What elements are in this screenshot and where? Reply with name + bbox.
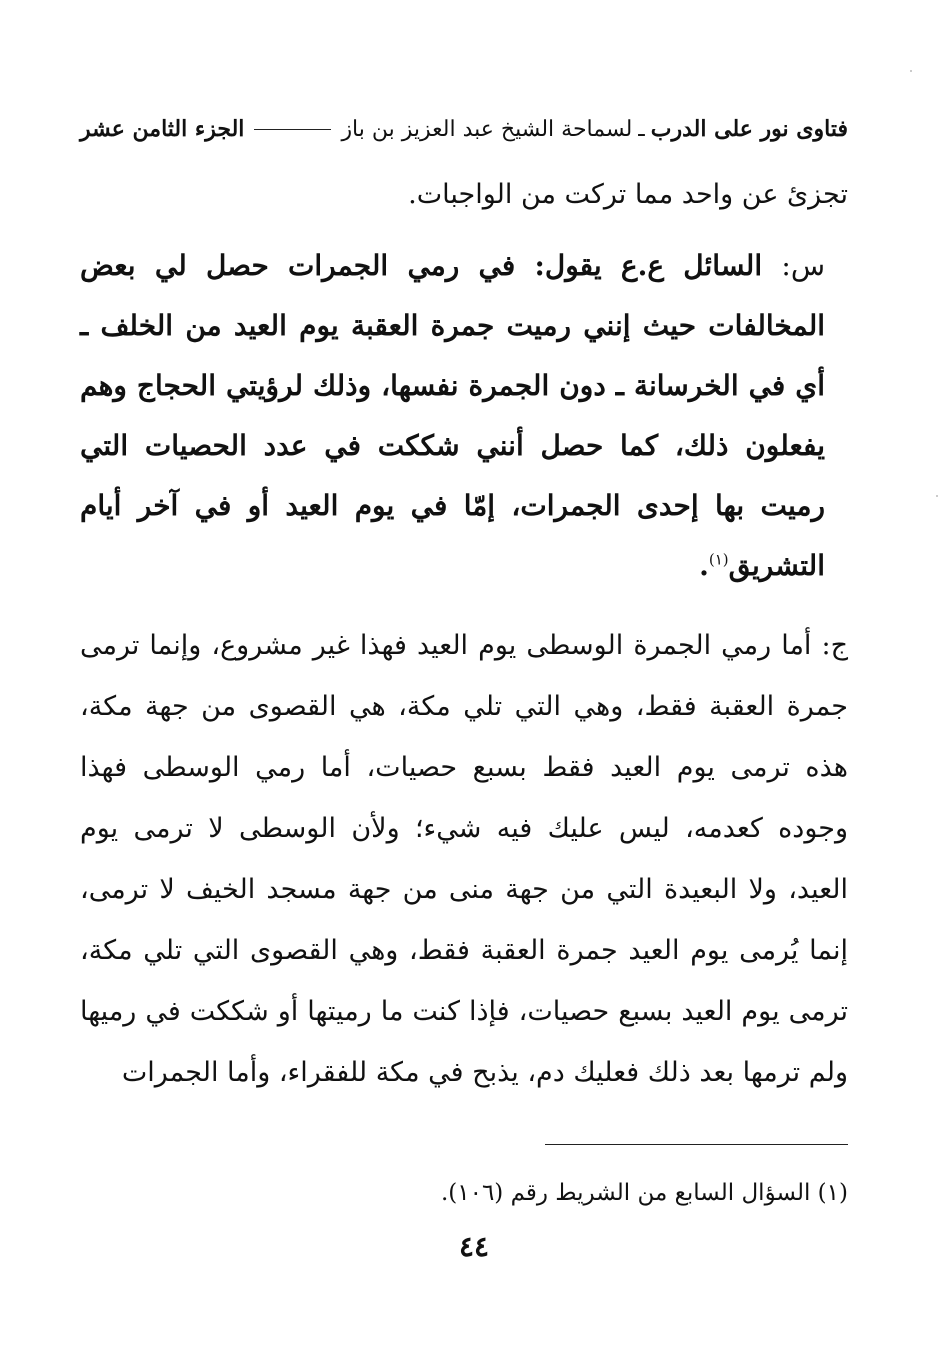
page-number: ٤٤ (458, 1230, 490, 1263)
question-text: السائل ع.ع يقول: في رمي الجمرات حصل لي بعض المخالفات حيث إنني رميت جمرة العقبة يوم العيد من الخلف ـ أي في الخرسانة ـ دون الجمرة نفسها، وذلك لرؤيتي الحجاج وهم يفعلون ذلك، كما حصل أنني شككت في عدد الحصيات التي رميت بها إحدى الجمرات، إمّا في يوم العيد أو في آخر أيام التشريق (80, 249, 825, 582)
footnote-reference: (١) (708, 550, 729, 569)
continuation-paragraph: تجزئ عن واحد مما تركت من الواجبات. (408, 179, 848, 210)
answer-paragraph (80, 615, 848, 1103)
footnote-separator (545, 1144, 848, 1145)
scan-speck (910, 70, 912, 72)
question-label: س: (781, 249, 826, 282)
header-separator: ـ (638, 116, 645, 142)
answer-text: أما رمي الجمرة الوسطى يوم العيد فهذا غير مشروع، وإنما ترمى جمرة العقبة فقط، وهي التي تلي مكة، هي القصوى من جهة مكة، هذه ترمى يوم العيد فقط بسبع حصيات، أما رمي الوسطى فهذا وجوده كعدمه، ليس عليك فيه شيء؛ ولأن الوسطى لا ترمى يوم العيد، ولا البعيدة التي من جهة منى من جهة مسجد الخيف لا ترمى، إنما يُرمى يوم العيد جمرة العقبة فقط، وهي القصوى التي تلي مكة، ترمى يوم العيد بسبع حصيات، فإذا كنت ما رميتها أو شككت في رميها ولم ترمها بعد ذلك فعليك دم، يذبح في مكة للفقراء، وأما الجمرات (80, 630, 848, 1088)
question-end: . (699, 549, 709, 582)
footnote: (١) السؤال السابع من الشريط رقم (١٠٦). (440, 1180, 848, 1206)
running-header (80, 112, 848, 146)
scan-speck (936, 495, 938, 497)
question-paragraph (80, 236, 825, 596)
header-rule (254, 129, 331, 130)
volume-label: الجزء الثامن عشر (80, 116, 245, 142)
book-title: فتاوى نور على الدرب (650, 116, 848, 142)
author-line: لسماحة الشيخ عبد العزيز بن باز (341, 116, 633, 142)
answer-label: ج: (821, 630, 848, 661)
